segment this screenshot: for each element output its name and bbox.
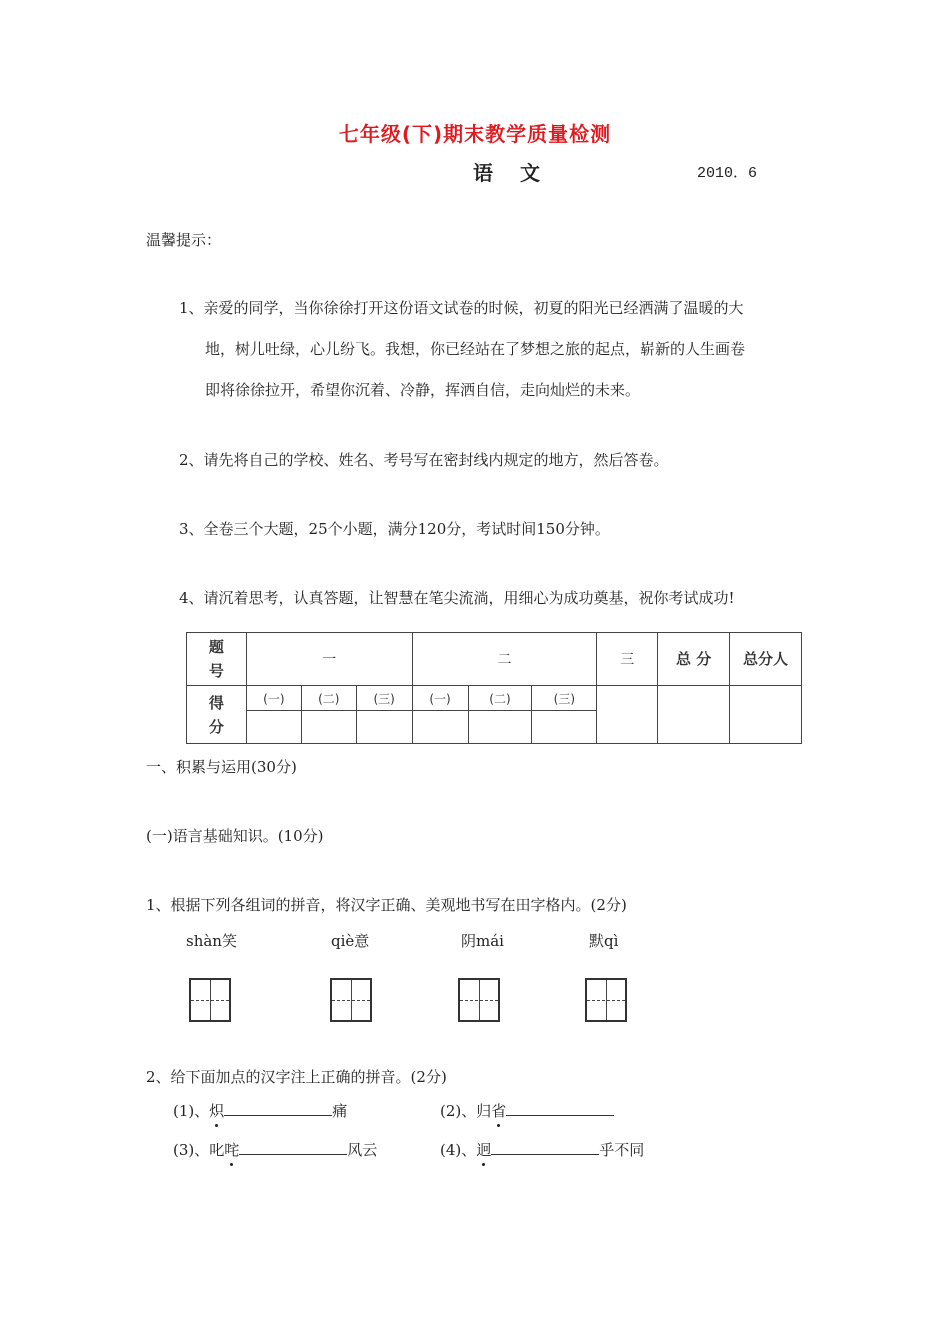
q2-item-2: (2)、归省 [440,1100,614,1121]
tianzige-box-2[interactable] [330,978,372,1022]
sub-header: (二) [468,686,532,711]
score-cell[interactable] [356,711,412,744]
section-2-header: 二 [412,633,597,686]
tip-1-line-1: 1、亲爱的同学，当你徐徐打开这份语文试卷的时候，初夏的阳光已经洒满了温暖的大 [179,299,744,317]
dotted-char: 省 [491,1102,507,1120]
tip-4: 4、请沉着思考，认真答题，让智慧在笔尖流淌，用细心为成功奠基，祝你考试成功! [179,589,735,607]
section-1-header: 一 [246,633,412,686]
answer-blank[interactable] [506,1101,614,1116]
tianzige-box-4[interactable] [585,978,627,1022]
dotted-char: 炽 [209,1102,225,1120]
answer-blank[interactable] [239,1140,347,1155]
exam-title: 七年级(下)期末教学质量检测 [338,122,612,146]
score-cell[interactable] [532,711,597,744]
score-cell-scorer[interactable] [730,686,802,744]
part-1-heading: 一、积累与运用(30分) [146,758,297,776]
q1-word-1: shàn笑 [186,932,237,950]
exam-date: 2010．6 [697,165,758,182]
row-label-score: 得分 [187,686,247,744]
row-label-question: 题号 [187,633,247,686]
answer-blank[interactable] [224,1101,332,1116]
sub-header: (一) [246,686,301,711]
score-table [186,632,802,744]
tip-1-line-3: 即将徐徐拉开，希望你沉着、冷静，挥洒自信，走向灿烂的未来。 [205,381,641,399]
tip-2: 2、请先将自己的学校、姓名、考号写在密封线内规定的地方，然后答卷。 [179,451,669,469]
total-header: 总 分 [658,633,730,686]
question-1-text: 1、根据下列各组词的拼音，将汉字正确、美观地书写在田字格内。(2分) [146,896,627,914]
score-cell[interactable] [468,711,532,744]
tip-1-line-2: 地，树儿吐绿，心儿纷飞。我想，你已经站在了梦想之旅的起点，崭新的人生画卷 [205,340,746,358]
q1-word-2: qiè意 [331,932,370,950]
question-2-text: 2、给下面加点的汉字注上正确的拼音。(2分) [146,1068,447,1086]
answer-blank[interactable] [491,1140,599,1155]
tianzige-box-3[interactable] [458,978,500,1022]
score-cell-section-3[interactable] [597,686,658,744]
sub-header: (三) [532,686,597,711]
exam-subject: 语 文 [473,161,550,185]
q2-item-3: (3)、叱咤 风云 [173,1141,378,1159]
tip-3: 3、全卷三个大题，25个小题，满分120分，考试时间150分钟。 [179,520,610,538]
dotted-char: 迥 [476,1141,492,1159]
sub-header: (三) [356,686,412,711]
scorer-header: 总分人 [730,633,802,686]
q2-item-4: (4)、迥 乎不同 [440,1141,645,1159]
tips-heading: 温馨提示： [146,231,222,249]
part-1-sub-1: (一)语言基础知识。(10分) [146,827,324,845]
tianzige-box-1[interactable] [189,978,231,1022]
q1-word-3: 阴mái [461,932,504,950]
q2-item-1: (1)、炽 痛 [173,1102,348,1120]
score-cell-total[interactable] [658,686,730,744]
score-cell[interactable] [246,711,301,744]
q1-word-4: 默qì [589,932,619,950]
score-cell[interactable] [412,711,468,744]
section-3-header: 三 [597,633,658,686]
dotted-char: 咤 [224,1141,240,1159]
sub-header: (一) [412,686,468,711]
sub-header: (二) [301,686,356,711]
score-cell[interactable] [301,711,356,744]
